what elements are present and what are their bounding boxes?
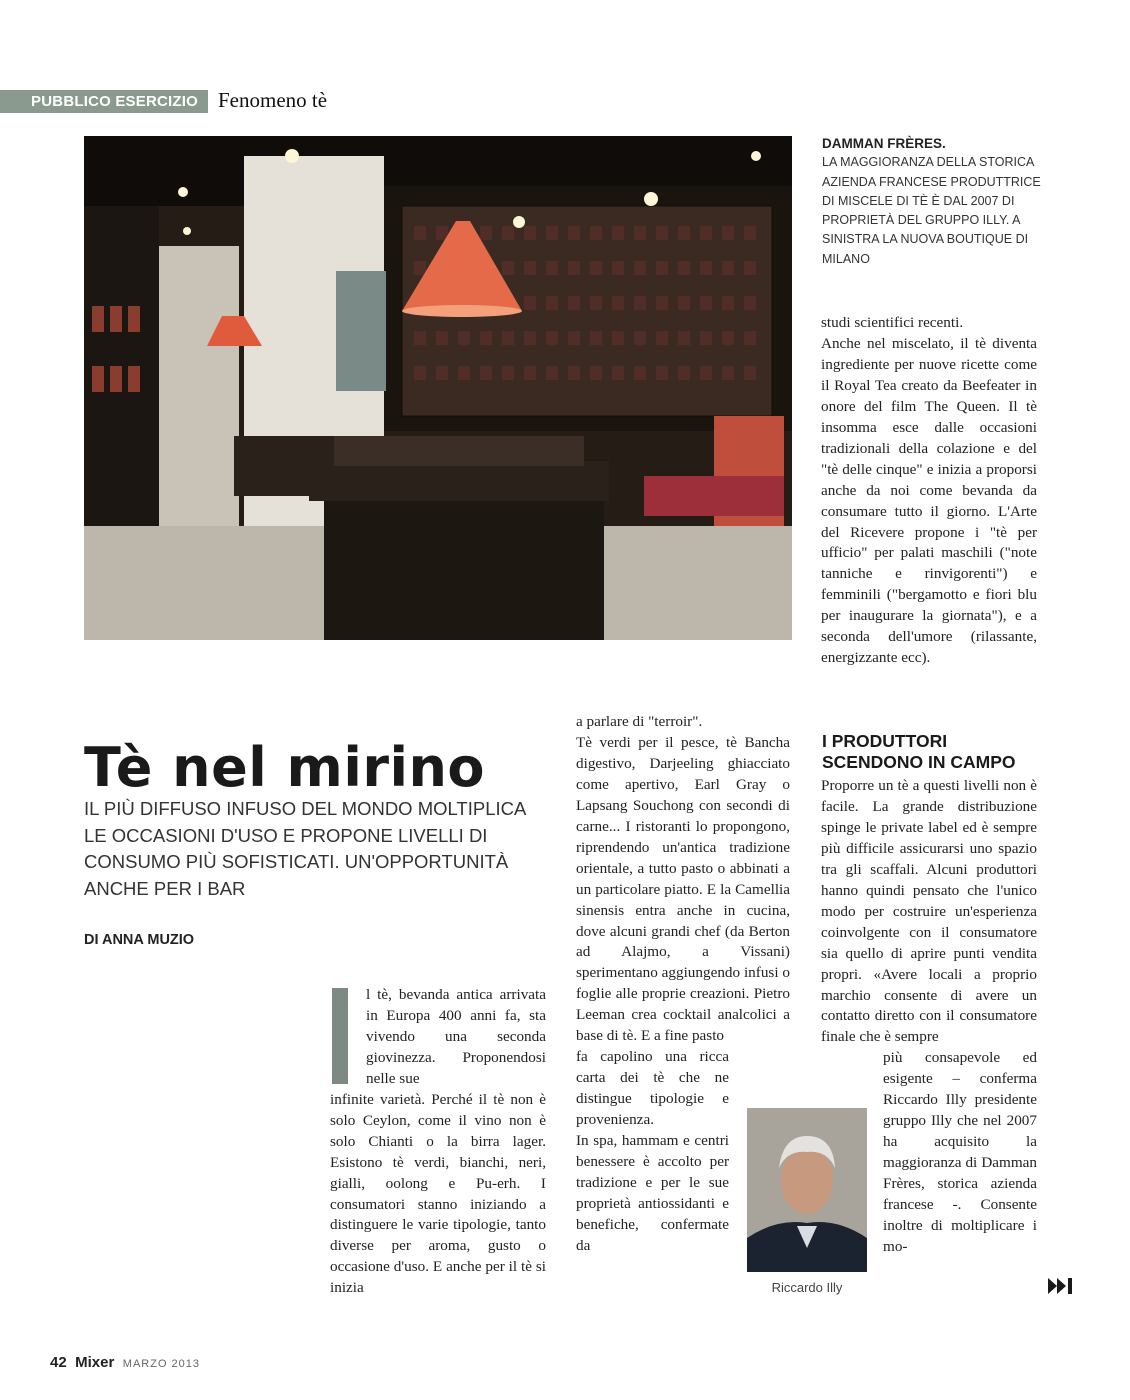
page-number: 42 <box>50 1354 67 1371</box>
boutique-photo <box>84 136 792 640</box>
column-3-producers: Proporre un tè a questi livelli non è facile. La grande distribuzione spinge le private label ed è sempre più difficile assicurarsi uno spazio tra gli scaffali. Alcuni produttori hanno quindi pensato che l'unico modo per costruire un'esperienza coinvolgente con il consumatore sia quello di aprire punti vendita propri. «Avere locali a proprio marchio consente di avere un contatto diretto con il consumatore finale che è sempre <box>821 777 1037 1046</box>
column-3-intro: studi scientifici recenti. <box>821 314 964 331</box>
page-footer <box>50 1354 200 1372</box>
boutique-illustration <box>84 136 792 640</box>
section-title: Fenomeno tè <box>218 88 328 112</box>
column-1-opening: l tè, bevanda antica arrivata in Europa 400 anni fa, sta vivendo una seconda giovinezza. Proponendosi nelle sue <box>366 986 546 1087</box>
magazine-name: Mixer <box>75 1354 115 1371</box>
issue-date: MARZO 2013 <box>122 1358 201 1370</box>
article-headline: Tè nel mirino <box>84 736 486 800</box>
article-deck: IL PIÙ DIFFUSO INFUSO DEL MONDO MOLTIPLICA LE OCCASIONI D'USO E PROPONE LIVELLI DI CONSUMO PIÙ SOFISTICATI. UN'OPPORTUNITÀ ANCHE PER I BAR <box>84 798 526 899</box>
portrait-caption: Riccardo Illy <box>771 1280 843 1295</box>
column-2-tea-menu: fa capolino una ricca carta dei tè che ne distingue tipologie e provenienza. <box>576 1048 729 1129</box>
portrait-illustration <box>747 1108 867 1272</box>
fast-forward-icon <box>1048 1277 1074 1295</box>
column-2-text: Tè verdi per il pesce, tè Bancha digestivo, Darjeeling ghiacciato come apertivo, Earl Gray o Lapsang Souchong con secondi di carne... I ristoranti lo propongono, riprendendo un'antica tradizione orientale, a tutto pasto o abbinati a un particolare piatto. E la Camellia sinensis entra anche in cucina, dove alcuni grandi chef (da Berton ad Alajmo, a Vissani) sperimentano aggiungendo infusi o foglie alle proprie creazioni. Pietro Leeman crea cocktail analcolici a base di tè. E a fine pasto <box>576 733 790 1045</box>
column-2-intro: a parlare di "terroir". <box>576 713 703 730</box>
article-column-3 <box>821 313 1037 669</box>
portrait-photo <box>747 1108 867 1272</box>
column-1-text: infinite varietà. Perché il tè non è solo Ceylon, come il vino non è solo Chianti o la birra lager. Esistono tè verdi, bianchi, neri, gialli, oolong e Pu-erh. I consumatori stanno iniziando a distinguere le varie tipologie, tanto diverse per aroma, gusto o occasione d'uso. E anche per il tè si inizia <box>330 1090 546 1297</box>
section-label: PUBBLICO ESERCIZIO <box>0 90 208 113</box>
article-column-1 <box>330 985 546 1299</box>
column-3-quote: più consapevole ed esigente – conferma Riccardo Illy presidente gruppo Illy che nel 2007 ha acquisito la maggioranza di Damman Frères, storica azienda francese -. Consente inoltre di moltiplicare i mo- <box>883 1049 1037 1255</box>
caption-body: LA MAGGIORANZA DELLA STORICA AZIENDA FRANCESE PRODUTTRICE DI MISCELE DI TÈ È DAL 2007 DI PROPRIETÀ DEL GRUPPO ILLY. A SINISTRA LA NUOVA BOUTIQUE DI MILANO <box>822 155 1041 266</box>
caption-heading: DAMMAN FRÈRES. <box>822 136 946 151</box>
column-3-text: Anche nel miscelato, il tè diventa ingrediente per nuove ricette come il Royal Tea creato da Beefeater in onore del film The Queen. Il tè insomma esce dalle occasioni tradizionali della colazione e del "tè delle cinque" e inizia a proporsi anche da noi come bevanda da consumare tutto il giorno. L'Arte del Ricevere propone i "tè per ufficio" per palati maschili ("note tanniche e rinvigorenti") e femminili ("bergamotto e fiori blu per inaugurare la giornata"), e a seconda dell'umore (rilassante, energizzante ecc). <box>821 334 1037 667</box>
article-byline: DI ANNA MUZIO <box>84 932 195 948</box>
column-2-spa: In spa, hammam e centri benessere è accolto per tradizione e per le sue proprietà antiossidanti e benefiche, confermate da <box>576 1132 729 1254</box>
section-subhead: I PRODUTTORI SCENDONO IN CAMPO <box>822 731 1016 772</box>
photo-caption <box>822 134 1042 269</box>
